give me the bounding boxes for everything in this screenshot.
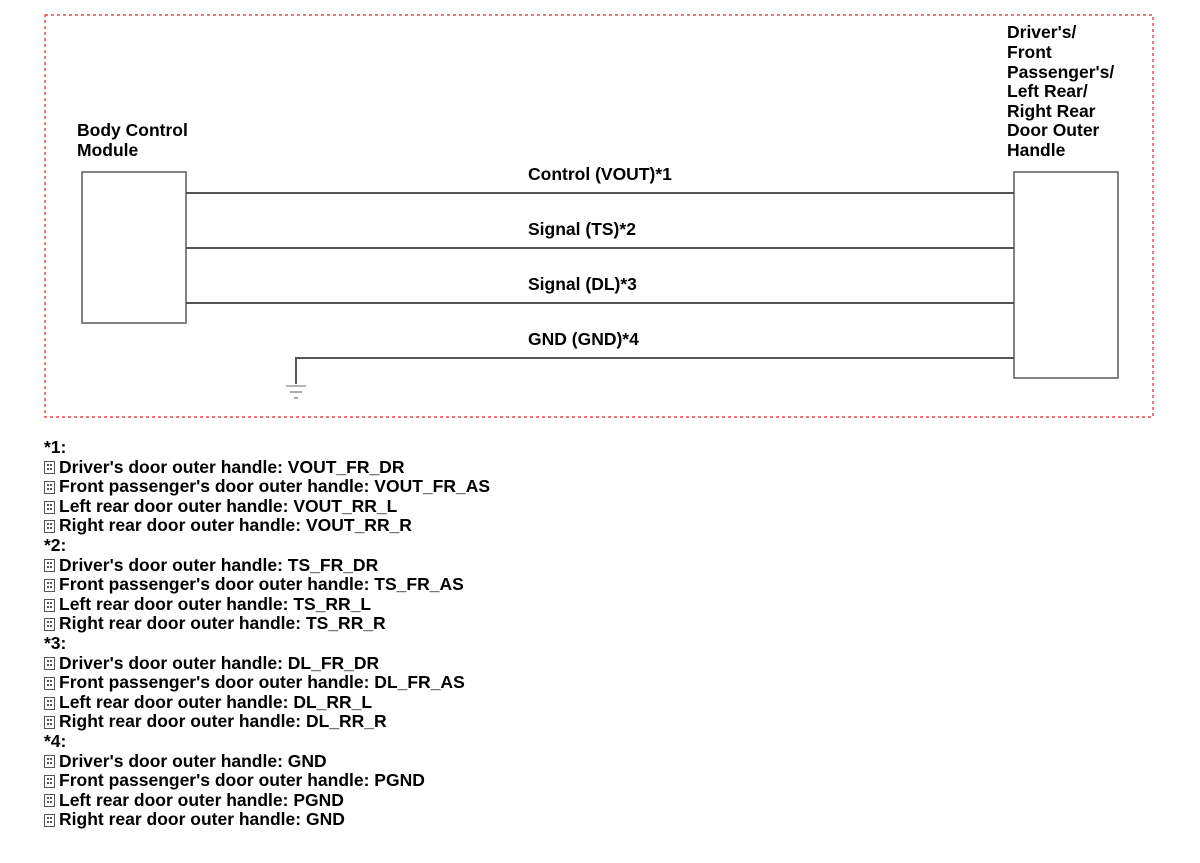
- footnote-marker: *1:: [44, 437, 67, 457]
- placeholder-glyph-icon: [44, 697, 55, 710]
- footnote-marker: *4:: [44, 730, 67, 751]
- ground-icon: [286, 386, 306, 398]
- footnote-item: [44, 810, 1144, 830]
- placeholder-glyph-icon: [44, 520, 55, 533]
- footnote-group: [44, 438, 1144, 536]
- left-component-label-line: Module: [77, 140, 139, 160]
- placeholder-glyph-icon: [44, 775, 55, 788]
- footnote-item: [44, 654, 1144, 674]
- left-component-label-line: Body Control: [77, 120, 188, 140]
- footnote-item-text: Front passenger's door outer handle: PGND: [59, 770, 425, 791]
- footnote-item: [44, 693, 1144, 713]
- body-control-module-box: [82, 172, 186, 323]
- footnote-item-text: Left rear door outer handle: PGND: [59, 789, 344, 810]
- placeholder-glyph-icon: [44, 794, 55, 807]
- placeholder-glyph-icon: [44, 755, 55, 768]
- footnote-group: [44, 536, 1144, 634]
- footnote-item-text: Driver's door outer handle: VOUT_FR_DR: [59, 456, 405, 477]
- footnote-item: [44, 458, 1144, 478]
- placeholder-glyph-icon: [44, 559, 55, 572]
- right-component-label-line: Passenger's/: [1007, 62, 1115, 82]
- footnote-item-text: Right rear door outer handle: GND: [59, 809, 345, 830]
- placeholder-glyph-icon: [44, 599, 55, 612]
- footnote-item-text: Driver's door outer handle: TS_FR_DR: [59, 554, 379, 575]
- footnote-marker: *3:: [44, 632, 67, 653]
- right-component-label-line: Right Rear: [1007, 101, 1096, 121]
- wire-label-gnd: GND (GND)*4: [528, 329, 639, 349]
- footnote-item-text: Front passenger's door outer handle: VOUT_FR_AS: [59, 476, 491, 497]
- footnote-group: [44, 634, 1144, 732]
- footnote-marker: *2:: [44, 534, 67, 555]
- placeholder-glyph-icon: [44, 501, 55, 514]
- right-component-label-line: Door Outer: [1007, 120, 1100, 140]
- wiring-diagram: [0, 0, 1200, 430]
- footnote-item: [44, 497, 1144, 517]
- footnote-item-text: Left rear door outer handle: VOUT_RR_L: [59, 495, 398, 516]
- footnote-item: [44, 791, 1144, 811]
- footnote-item: [44, 516, 1144, 536]
- footnote-item-text: Driver's door outer handle: DL_FR_DR: [59, 652, 380, 673]
- wire-label-signal-dl: Signal (DL)*3: [528, 274, 637, 294]
- footnote-item-text: Front passenger's door outer handle: TS_FR_AS: [59, 574, 464, 595]
- footnote-item: [44, 614, 1144, 634]
- right-component-label-line: Handle: [1007, 140, 1066, 160]
- footnote-item: [44, 673, 1144, 693]
- footnote-item: [44, 575, 1144, 595]
- right-component-label-line: Left Rear/: [1007, 81, 1088, 101]
- footnote-item: [44, 771, 1144, 791]
- footnote-item-text: Right rear door outer handle: VOUT_RR_R: [59, 515, 412, 536]
- footnote-item-text: Front passenger's door outer handle: DL_FR_AS: [59, 672, 465, 693]
- placeholder-glyph-icon: [44, 461, 55, 474]
- footnotes: [44, 438, 1144, 830]
- footnote-item-text: Driver's door outer handle: GND: [59, 750, 327, 771]
- wire-gnd: [296, 358, 1014, 384]
- footnote-item: [44, 712, 1144, 732]
- placeholder-glyph-icon: [44, 677, 55, 690]
- placeholder-glyph-icon: [44, 481, 55, 494]
- footnote-item-text: Right rear door outer handle: DL_RR_R: [59, 711, 387, 732]
- footnote-item: [44, 556, 1144, 576]
- placeholder-glyph-icon: [44, 814, 55, 827]
- placeholder-glyph-icon: [44, 716, 55, 729]
- placeholder-glyph-icon: [44, 579, 55, 592]
- footnote-item: [44, 477, 1144, 497]
- door-outer-handle-box: [1014, 172, 1118, 378]
- footnote-group: [44, 732, 1144, 830]
- footnote-item-text: Left rear door outer handle: DL_RR_L: [59, 691, 373, 712]
- right-component-label-line: Front: [1007, 42, 1052, 62]
- footnote-item: [44, 595, 1144, 615]
- footnote-item-text: Left rear door outer handle: TS_RR_L: [59, 593, 372, 614]
- right-component-label: [1007, 22, 1119, 160]
- right-component-label-line: Driver's/: [1007, 22, 1077, 42]
- diagram-frame: [45, 15, 1153, 417]
- placeholder-glyph-icon: [44, 657, 55, 670]
- left-component-label: [77, 120, 193, 160]
- wire-label-control: Control (VOUT)*1: [528, 164, 672, 184]
- placeholder-glyph-icon: [44, 618, 55, 631]
- wire-label-signal-ts: Signal (TS)*2: [528, 219, 636, 239]
- footnote-item: [44, 752, 1144, 772]
- footnote-item-text: Right rear door outer handle: TS_RR_R: [59, 613, 386, 634]
